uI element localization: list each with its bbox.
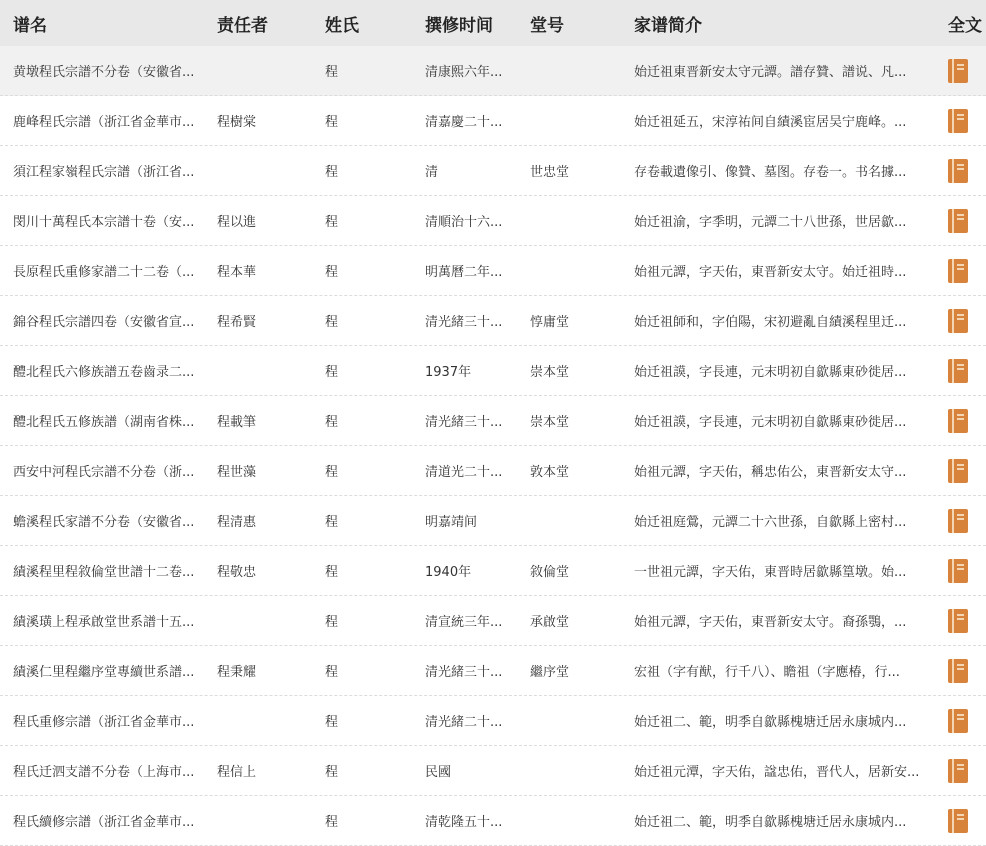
row-surname: 程	[325, 715, 339, 730]
row-surname: 程	[325, 415, 339, 430]
row-surname: 程	[325, 765, 339, 780]
book-icon[interactable]	[948, 659, 968, 683]
row-intro: 始迁祖二、範，明季自歙縣槐塘迁居永康城内...	[634, 715, 907, 730]
row-fulltext	[936, 309, 986, 333]
row-time: 1937年	[425, 365, 472, 380]
header-time[interactable]: 撰修时间	[425, 15, 493, 36]
row-hall: 繼序堂	[530, 665, 570, 680]
row-intro: 始迁祖謨，字長連，元末明初自歙縣東砂徙居...	[634, 365, 907, 380]
row-hall: 敦本堂	[530, 465, 570, 480]
row-surname: 程	[325, 365, 339, 380]
row-name-link[interactable]: 程氏續修宗譜（浙江省金華市...	[13, 815, 195, 830]
header-fulltext: 全文	[948, 15, 982, 36]
row-surname: 程	[325, 215, 339, 230]
header-name[interactable]: 谱名	[13, 15, 47, 36]
book-icon[interactable]	[948, 109, 968, 133]
row-time: 清光緒二十...	[425, 715, 503, 730]
book-icon[interactable]	[948, 409, 968, 433]
row-responsible: 程以進	[217, 215, 257, 230]
book-icon[interactable]	[948, 259, 968, 283]
row-name-link[interactable]: 須江程家嶺程氏宗譜（浙江省...	[13, 165, 195, 180]
book-icon[interactable]	[948, 809, 968, 833]
row-surname: 程	[325, 465, 339, 480]
row-name-link[interactable]: 西安中河程氏宗譜不分卷（浙...	[13, 465, 195, 480]
row-time: 清	[425, 165, 439, 180]
row-fulltext	[936, 209, 986, 233]
row-fulltext	[936, 359, 986, 383]
row-intro: 始祖元譚，字天佑，東晋新安太守。始迁祖時...	[634, 265, 907, 280]
header-hall[interactable]: 堂号	[530, 15, 564, 36]
row-fulltext	[936, 509, 986, 533]
row-intro: 存卷載遺像引、像贊、墓图。存卷一。书名據...	[634, 165, 907, 180]
row-time: 清嘉慶二十...	[425, 115, 503, 130]
row-intro: 始迁祖庭鶯，元譚二十六世孫，自歙縣上密村...	[634, 515, 907, 530]
book-icon[interactable]	[948, 309, 968, 333]
row-name-link[interactable]: 程氏重修宗譜（浙江省金華市...	[13, 715, 195, 730]
row-intro: 始迁祖東晋新安太守元譚。譜存贊、譜说、凡...	[634, 65, 907, 80]
row-time: 清乾隆五十...	[425, 815, 503, 830]
row-name-link[interactable]: 長原程氏重修家譜二十二卷（...	[13, 265, 195, 280]
row-time: 清道光二十...	[425, 465, 503, 480]
row-fulltext	[936, 659, 986, 683]
book-icon[interactable]	[948, 159, 968, 183]
row-name-link[interactable]: 程氏迁泗支譜不分卷（上海市...	[13, 765, 195, 780]
row-time: 清康熙六年...	[425, 65, 503, 80]
row-time: 清順治十六...	[425, 215, 503, 230]
row-time: 清光緒三十...	[425, 315, 503, 330]
row-name-link[interactable]: 績溪程里程敘倫堂世譜十二卷...	[13, 565, 195, 580]
row-surname: 程	[325, 665, 339, 680]
table-row[interactable]	[0, 596, 986, 646]
row-time: 1940年	[425, 565, 472, 580]
book-icon[interactable]	[948, 709, 968, 733]
row-responsible: 程信上	[217, 765, 257, 780]
table-row[interactable]	[0, 546, 986, 596]
book-icon[interactable]	[948, 609, 968, 633]
table-row[interactable]	[0, 146, 986, 196]
book-icon[interactable]	[948, 559, 968, 583]
row-fulltext	[936, 709, 986, 733]
row-responsible: 程敬忠	[217, 565, 257, 580]
header-intro[interactable]: 家谱简介	[634, 15, 702, 36]
table-row[interactable]	[0, 496, 986, 546]
row-fulltext	[936, 809, 986, 833]
row-name-link[interactable]: 醴北程氏六修族譜五卷齒录二...	[13, 365, 195, 380]
row-fulltext	[936, 259, 986, 283]
book-icon[interactable]	[948, 59, 968, 83]
row-surname: 程	[325, 565, 339, 580]
row-name-link[interactable]: 錦谷程氏宗譜四卷（安徽省宣...	[13, 315, 195, 330]
book-icon[interactable]	[948, 359, 968, 383]
row-intro: 一世祖元譚，字天佑，東晋時居歙縣篁墩。始...	[634, 565, 907, 580]
row-surname: 程	[325, 165, 339, 180]
row-time: 民國	[425, 765, 452, 780]
row-hall: 承啟堂	[530, 615, 570, 630]
row-fulltext	[936, 759, 986, 783]
row-fulltext	[936, 109, 986, 133]
row-intro: 始迁祖謨，字長連，元末明初自歙縣東砂徙居...	[634, 415, 907, 430]
row-time: 清光緒三十...	[425, 415, 503, 430]
row-responsible: 程樹棠	[217, 115, 257, 130]
row-hall: 世忠堂	[530, 165, 570, 180]
row-surname: 程	[325, 315, 339, 330]
row-hall: 崇本堂	[530, 365, 570, 380]
row-hall: 敘倫堂	[530, 565, 570, 580]
row-responsible: 程秉耀	[217, 665, 257, 680]
row-intro: 始祖元譚，字天佑，稱忠佑公，東晋新安太守...	[634, 465, 907, 480]
row-name-link[interactable]: 績溪璜上程承啟堂世系譜十五...	[13, 615, 195, 630]
table-row[interactable]	[0, 346, 986, 396]
row-surname: 程	[325, 815, 339, 830]
header-surname[interactable]: 姓氏	[325, 15, 359, 36]
row-fulltext	[936, 559, 986, 583]
row-hall: 惇庸堂	[530, 315, 570, 330]
table-row[interactable]	[0, 646, 986, 696]
row-surname: 程	[325, 265, 339, 280]
row-surname: 程	[325, 515, 339, 530]
row-responsible: 程希賢	[217, 315, 257, 330]
table-row[interactable]	[0, 246, 986, 296]
table-row[interactable]	[0, 46, 986, 96]
row-hall: 崇本堂	[530, 415, 570, 430]
table-row[interactable]	[0, 296, 986, 346]
row-name-link[interactable]: 黄墩程氏宗譜不分卷（安徽省...	[13, 65, 195, 80]
row-intro: 始祖元譚，字天佑，東晋新安太守。裔孫鶚，...	[634, 615, 907, 630]
table-body	[0, 46, 986, 846]
row-intro: 宏祖（字有猷，行千八）、瞻祖（字應椿，行...	[634, 665, 900, 680]
row-fulltext	[936, 59, 986, 83]
row-fulltext	[936, 459, 986, 483]
table-row[interactable]	[0, 746, 986, 796]
row-name-link[interactable]: 鹿峰程氏宗譜（浙江省金華市...	[13, 115, 195, 130]
row-surname: 程	[325, 115, 339, 130]
book-icon[interactable]	[948, 459, 968, 483]
row-intro: 始迁祖延五，宋淳祐间自績溪宦居吴宁鹿峰。...	[634, 115, 907, 130]
row-responsible: 程載筆	[217, 415, 257, 430]
row-fulltext	[936, 609, 986, 633]
book-icon[interactable]	[948, 759, 968, 783]
row-name-link[interactable]: 績溪仁里程繼序堂專續世系譜...	[13, 665, 195, 680]
row-intro: 始迁祖元潭，字天佑，諡忠佑，晋代人，居新安...	[634, 765, 920, 780]
row-fulltext	[936, 159, 986, 183]
table-row[interactable]	[0, 396, 986, 446]
table-row[interactable]	[0, 446, 986, 496]
row-time: 明嘉靖间	[425, 515, 478, 530]
row-responsible: 程清惠	[217, 515, 257, 530]
row-name-link[interactable]: 醴北程氏五修族譜（湖南省株...	[13, 415, 195, 430]
row-intro: 始迁祖渝，字季明，元譚二十八世孫，世居歙...	[634, 215, 907, 230]
table-row[interactable]	[0, 96, 986, 146]
row-name-link[interactable]: 閔川十萬程氏本宗譜十卷（安...	[13, 215, 195, 230]
row-surname: 程	[325, 615, 339, 630]
book-icon[interactable]	[948, 509, 968, 533]
row-time: 明萬曆二年...	[425, 265, 503, 280]
row-responsible: 程世藻	[217, 465, 257, 480]
row-name-link[interactable]: 蟾溪程氏家譜不分卷（安徽省...	[13, 515, 195, 530]
table-row[interactable]	[0, 196, 986, 246]
table-row[interactable]	[0, 696, 986, 746]
table-header	[0, 0, 986, 46]
row-fulltext	[936, 409, 986, 433]
row-surname: 程	[325, 65, 339, 80]
row-time: 清光緒三十...	[425, 665, 503, 680]
row-time: 清宣統三年...	[425, 615, 503, 630]
row-intro: 始迁祖師和，字伯陽，宋初避亂自績溪程里迁...	[634, 315, 907, 330]
book-icon[interactable]	[948, 209, 968, 233]
header-responsible[interactable]: 责任者	[217, 15, 268, 36]
row-responsible: 程本華	[217, 265, 257, 280]
row-intro: 始迁祖二、範，明季自歙縣槐塘迁居永康城内...	[634, 815, 907, 830]
